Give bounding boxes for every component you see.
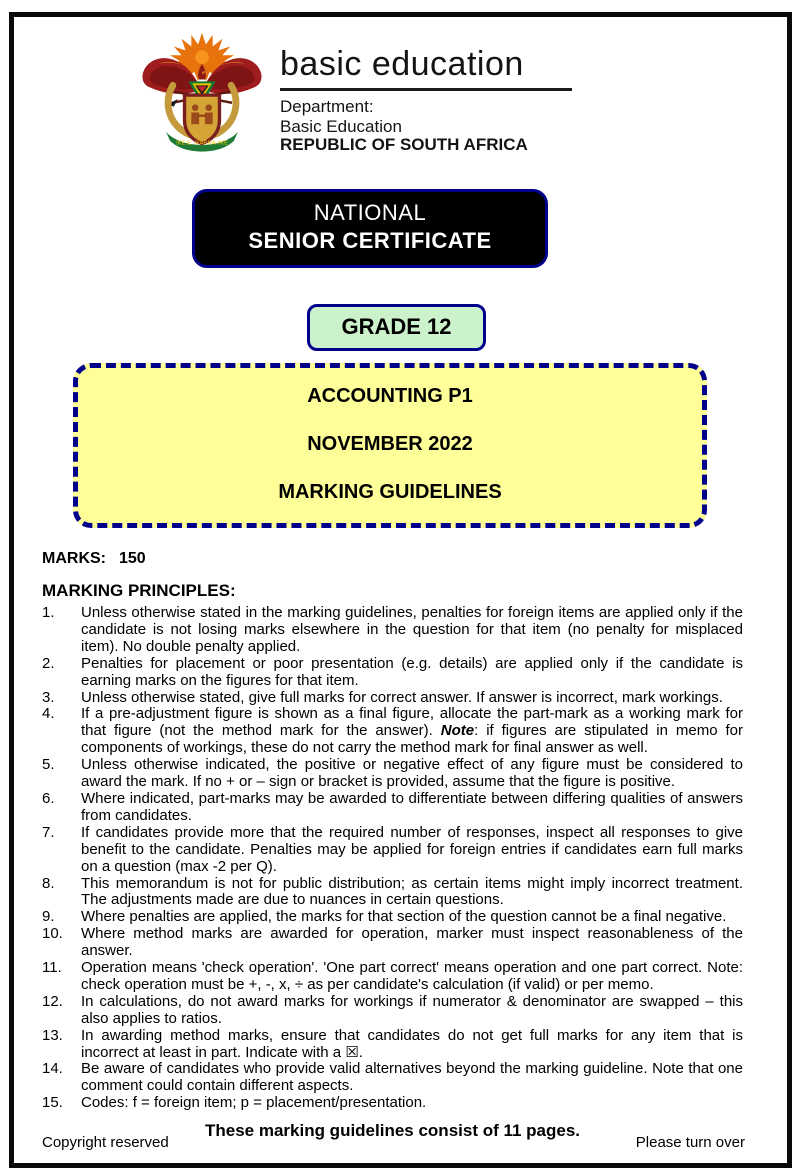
principle-text: Where penalties are applied, the marks for that section of the question cannot be a final negative. — [81, 908, 727, 926]
principle-number: 4. — [42, 705, 55, 723]
page-count-note: These marking guidelines consist of 11 pages. — [204, 1121, 581, 1141]
principle-item — [42, 1061, 743, 1095]
republic-label: REPUBLIC OF SOUTH AFRICA — [280, 135, 528, 155]
principle-text: Operation means 'check operation'. 'One part correct' means operation and one part correct. Note: check operation must be +, -, x, ÷ as per candidate's calculation (if valid) or per memo. — [81, 959, 743, 993]
principle-item — [42, 876, 743, 910]
exam-session: NOVEMBER 2022 — [307, 433, 473, 455]
principle-number: 3. — [42, 688, 55, 706]
principle-item — [42, 605, 743, 656]
subject-title: ACCOUNTING P1 — [307, 385, 473, 407]
national-senior-certificate-banner — [192, 189, 548, 268]
marking-principles-list — [42, 605, 743, 1112]
grade-banner: GRADE 12 — [307, 304, 486, 351]
principle-text: In calculations, do not award marks for workings if numerator & denominator are swapped – this also applies to ratios. — [81, 992, 743, 1027]
principle-item — [42, 825, 743, 876]
department-branding — [280, 47, 572, 163]
principle-item — [42, 690, 743, 707]
principle-number: 2. — [42, 654, 55, 672]
paper-title-box — [73, 363, 707, 528]
principle-item — [42, 1028, 743, 1062]
principle-text: In awarding method marks, ensure that candidates do not get full marks for any item that is incorrect at least in part. Indicate with a ☒. — [81, 1026, 743, 1061]
header — [138, 29, 759, 163]
principle-item — [42, 909, 743, 926]
principle-number: 12. — [42, 992, 63, 1010]
shield-icon — [185, 95, 220, 144]
principle-number: 8. — [42, 874, 55, 892]
principle-item — [42, 791, 743, 825]
turn-over-note: Please turn over — [635, 1134, 745, 1151]
footer — [42, 1134, 745, 1151]
principle-text: Be aware of candidates who provide valid alternatives beyond the marking guideline. Note that one comment could contain different aspects. — [81, 1060, 743, 1095]
principle-text: Codes: f = foreign item; p = placement/presentation. — [81, 1094, 427, 1112]
copyright-note: Copyright reserved — [42, 1134, 169, 1151]
principle-text: Unless otherwise indicated, the positive or negative effect of any figure must be considered to award the mark. If no + or – sign or bracket is provided, assume that the figure is positive. — [81, 756, 743, 791]
principles-heading: MARKING PRINCIPLES: — [42, 581, 236, 600]
principle-number: 1. — [42, 604, 55, 621]
document-type: MARKING GUIDELINES — [278, 481, 502, 503]
motto-text: !KE E: /XARRA //KE — [175, 140, 229, 147]
principle-text: This memorandum is not for public distribution; as certain items might imply incorrect treatment. The adjustments made are due to nuances in certain questions. — [81, 874, 743, 909]
brand-title: basic education — [280, 47, 572, 91]
principle-number: 9. — [42, 908, 55, 926]
principle-number: 7. — [42, 823, 55, 841]
principle-number: 15. — [42, 1094, 63, 1112]
senior-certificate-label: SENIOR CERTIFICATE — [248, 228, 492, 253]
principle-item — [42, 656, 743, 690]
principle-text: Where method marks are awarded for operation, marker must inspect reasonableness of the answer. — [81, 925, 743, 960]
page-content — [14, 17, 787, 1163]
principle-number: 10. — [42, 925, 63, 943]
principle-number: 14. — [42, 1060, 63, 1078]
principle-text: Where indicated, part-marks may be awarded to differentiate between differing qualities of answers from candidates. — [81, 789, 743, 824]
marks-line — [42, 550, 759, 568]
principle-text: Penalties for placement or poor presentation (e.g. details) are applied only if the candidate is earning marks on the figures for that item. — [81, 654, 743, 689]
principle-item — [42, 960, 743, 994]
principle-text: Unless otherwise stated, give full marks for correct answer. If answer is incorrect, mark workings. — [81, 688, 723, 706]
principle-item — [42, 757, 743, 791]
principle-item — [42, 926, 743, 960]
department-label: Department: — [280, 96, 374, 116]
principle-number: 5. — [42, 756, 55, 774]
marks-label: MARKS: — [42, 550, 106, 567]
marks-value: 150 — [119, 550, 146, 567]
principle-item — [42, 706, 743, 757]
principle-number: 6. — [42, 789, 55, 807]
principle-number: 13. — [42, 1026, 63, 1044]
south-africa-coat-of-arms-icon — [138, 29, 266, 163]
national-label: NATIONAL — [313, 200, 427, 225]
principle-item — [42, 994, 743, 1028]
principle-item — [42, 1095, 743, 1112]
principle-text: If candidates provide more that the required number of responses, inspect all responses to give benefit to the candidate. Penalties may be applied for foreign entries if candidates earn full marks on a question (max -2 per Q). — [81, 823, 743, 875]
principle-text: If a pre-adjustment figure is shown as a final figure, allocate the part-mark as a working mark for that figure (not the method mark for the answer). Note: if figures are stipulated in memo for components of workings, these do not carry the method mark for final answer as well. — [81, 705, 743, 757]
principle-number: 11. — [42, 959, 62, 977]
principle-text: Unless otherwise stated in the marking guidelines, penalties for foreign items are applied only if the candidate is not losing marks elsewhere in the question for that item (no penalty for misplaced item). No double penalty applied. — [81, 604, 743, 655]
department-name: Basic Education — [280, 117, 402, 137]
